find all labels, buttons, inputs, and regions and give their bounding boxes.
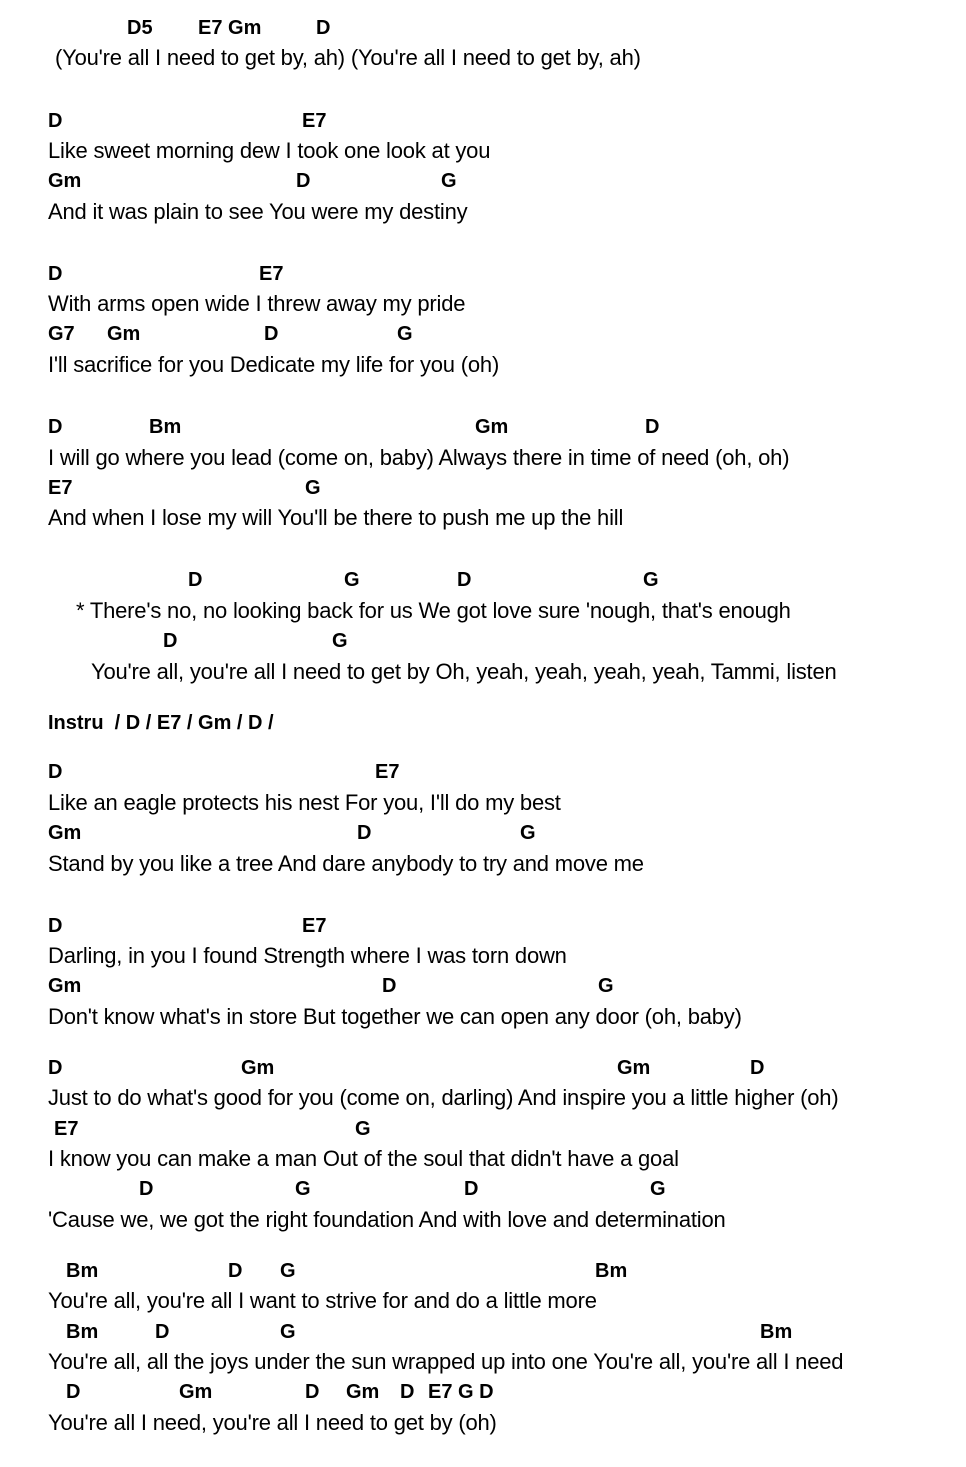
chord: G7 [48, 323, 75, 345]
lyric-line: You're all, you're all I want to strive for and do a little more [48, 1288, 597, 1313]
chord: D [357, 822, 372, 844]
chord: D [48, 263, 63, 285]
chord: G [332, 630, 348, 652]
chord: Gm [48, 170, 82, 192]
chord: G [305, 477, 321, 499]
lyric-line: I know you can make a man Out of the soul that didn't have a goal [48, 1146, 679, 1171]
chord: D [155, 1321, 170, 1343]
chord: D [48, 110, 63, 132]
chord: Gm [617, 1057, 651, 1079]
chord: D [316, 17, 331, 39]
chord: Gm [107, 323, 141, 345]
chord: G [344, 569, 360, 591]
chord: G [355, 1118, 371, 1140]
chord: E7 [302, 915, 327, 937]
chord: Bm [595, 1260, 628, 1282]
lyric-line: Like sweet morning dew I took one look at you [48, 138, 491, 163]
chord: G [441, 170, 457, 192]
chord: D [264, 323, 279, 345]
chord: Bm [66, 1321, 99, 1343]
chord: D [382, 975, 397, 997]
lyric-line: Just to do what's good for you (come on, darling) And inspire you a little higher (oh) [48, 1085, 839, 1110]
lyric-line: (You're all I need to get by, ah) (You're all I need to get by, ah) [55, 45, 641, 70]
chord: G [520, 822, 536, 844]
chord: G [280, 1260, 296, 1282]
lyric-line: 'Cause we, we got the right foundation And with love and determination [48, 1207, 726, 1232]
chord: G [598, 975, 614, 997]
lyric-line: Like an eagle protects his nest For you, I'll do my best [48, 790, 561, 815]
chord: D [457, 569, 472, 591]
chord: G [643, 569, 659, 591]
chord: E7 Gm [198, 17, 262, 39]
chord: Gm [241, 1057, 275, 1079]
lyric-line: You're all, you're all I need to get by Oh, yeah, yeah, yeah, yeah, Tammi, listen [91, 659, 837, 684]
chord: D [163, 630, 178, 652]
lyric-line: Darling, in you I found Strength where I was torn down [48, 943, 567, 968]
chord: D [645, 416, 660, 438]
chord: D [66, 1381, 81, 1403]
chord: Bm [66, 1260, 99, 1282]
chord: E7 [54, 1118, 79, 1140]
chord: D [305, 1381, 320, 1403]
chord: D [188, 569, 203, 591]
chord: Gm [475, 416, 509, 438]
chord: D [48, 416, 63, 438]
chord: D5 [127, 17, 153, 39]
lyric-line: You're all, all the joys under the sun wrapped up into one You're all, you're all I need [48, 1349, 844, 1374]
chord: E7 [375, 761, 400, 783]
chord: D [296, 170, 311, 192]
lyric-line: With arms open wide I threw away my pride [48, 291, 466, 316]
lyric-line: You're all I need, you're all I need to get by (oh) [48, 1410, 497, 1435]
lyric-line: And when I lose my will You'll be there to push me up the hill [48, 505, 624, 530]
instrumental-line: Instru / D / E7 / Gm / D / [48, 712, 274, 734]
chord: G [397, 323, 413, 345]
chord: Gm [346, 1381, 380, 1403]
chord: Bm [149, 416, 182, 438]
chord: D [750, 1057, 765, 1079]
lyric-line: Don't know what's in store But together we can open any door (oh, baby) [48, 1004, 742, 1029]
chord: D [400, 1381, 415, 1403]
chord: G [650, 1178, 666, 1200]
chord: D [464, 1178, 479, 1200]
chord: E7 [48, 477, 73, 499]
lyric-line: Stand by you like a tree And dare anybody to try and move me [48, 851, 644, 876]
chord: E7 G D [428, 1381, 494, 1403]
lyric-line: * There's no, no looking back for us We got love sure 'nough, that's enough [76, 598, 791, 623]
lyric-line: And it was plain to see You were my destiny [48, 199, 468, 224]
chord: D [228, 1260, 243, 1282]
lyric-line: I'll sacrifice for you Dedicate my life for you (oh) [48, 352, 500, 377]
chord: D [139, 1178, 154, 1200]
chord: Gm [48, 822, 82, 844]
chord: Bm [760, 1321, 793, 1343]
chord: G [295, 1178, 311, 1200]
chord: D [48, 1057, 63, 1079]
chord: D [48, 915, 63, 937]
chord: Gm [48, 975, 82, 997]
chord: D [48, 761, 63, 783]
chord: E7 [302, 110, 327, 132]
chord: Gm [179, 1381, 213, 1403]
chord: G [280, 1321, 296, 1343]
lyric-line: I will go where you lead (come on, baby) Always there in time of need (oh, oh) [48, 445, 790, 470]
chord: E7 [259, 263, 284, 285]
